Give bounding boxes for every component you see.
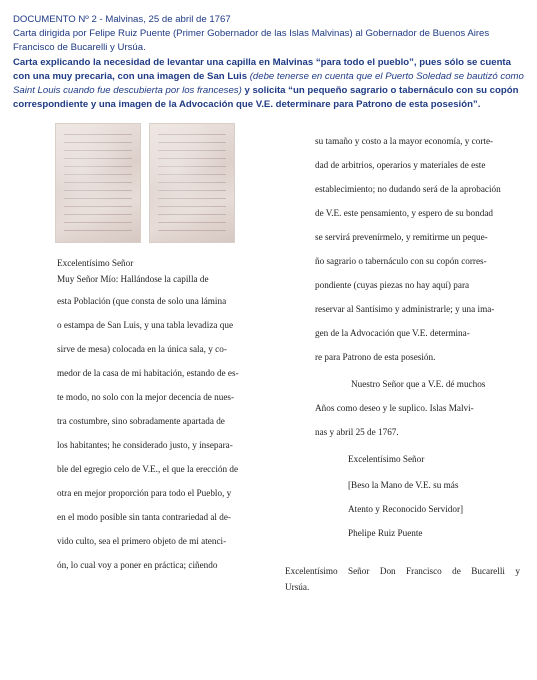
letter-line: esta Población (que consta de solo una lámina xyxy=(57,296,227,306)
addressee-line: Ursúa. xyxy=(285,582,310,592)
letter-line: establecimiento; no dudando será de la aprobación xyxy=(315,184,501,194)
letter-line: pondiente (cuyas piezas no hay aquí) para xyxy=(315,280,470,290)
addressee-word: Señor xyxy=(347,566,370,576)
document-header xyxy=(13,13,528,112)
letter-line: tra costumbre, sino sobradamente apartada de xyxy=(57,416,225,426)
letter-line: sirve de mesa) colocada en la única sala, y co- xyxy=(57,344,227,354)
letter-line: Atento y Reconocido Servidor] xyxy=(348,504,464,514)
letter-line: te modo, no solo con la mejor decencia de nues- xyxy=(57,392,235,402)
letter-line: Excelentísimo Señor xyxy=(348,454,425,464)
letter-line: o estampa de San Luis, y una tabla levadiza que xyxy=(57,320,234,330)
addressee-word: Francisco xyxy=(406,566,442,576)
letter-line: Nuestro Señor que a V.E. dé muchos xyxy=(351,379,486,389)
letter-line: gen de la Advocación que V.E. determina- xyxy=(315,328,470,338)
letter-line: dad de arbitrios, operarios y materiales de este xyxy=(315,160,486,170)
letter-line: re para Patrono de esta posesión. xyxy=(315,352,436,362)
addressee-word: Excelentísimo xyxy=(285,566,338,576)
addressee-line xyxy=(285,566,520,576)
letter-line: nas y abril 25 de 1767. xyxy=(315,427,399,437)
letter-line: Excelentísimo Señor xyxy=(57,258,134,268)
letter-line: medor de la casa de mi habitación, estando de es- xyxy=(57,368,239,378)
addressee-word: Bucarelli xyxy=(471,566,505,576)
letter-line: Muy Señor Mío: Hallándose la capilla de xyxy=(57,274,209,284)
letter-signature: Phelipe Ruiz Puente xyxy=(348,528,423,538)
letter-line: Años como deseo y le suplico. Islas Malvi- xyxy=(315,403,474,413)
letter-line: ble del egregio celo de V.E., el que la erección de xyxy=(57,464,239,474)
summary-text-1: Carta explicando la necesidad de levantar una capilla en Malvinas “para todo el pueblo”, pues sólo se cuenta con una muy precaria, con una imagen de San Luis xyxy=(13,56,511,82)
letter-line: ón, lo cual voy a poner en práctica; ciñendo xyxy=(57,560,218,570)
document-summary xyxy=(13,56,528,113)
letter-line: [Beso la Mano de V.E. su más xyxy=(348,480,459,490)
document-subtitle: Carta dirigida por Felipe Ruiz Puente (Primer Gobernador de las Islas Malvinas) al Gobernador de Buenos Aires Francisco de Bucarelli y Ursúa. xyxy=(13,28,490,54)
letter-line: de V.E. este pensamiento, y espero de su bondad xyxy=(315,208,494,218)
letter-line: vido culto, sea el primero objeto de mi atenci- xyxy=(57,536,227,546)
addressee-word: y xyxy=(515,566,520,576)
document-title: DOCUMENTO Nº 2 - Malvinas, 25 de abril de 1767 xyxy=(13,14,231,25)
letter-line: se servirá prevenírmelo, y remitirme un peque- xyxy=(315,232,488,242)
letter-photo-left xyxy=(55,123,141,243)
letter-line: otra en mejor proporción para todo el Pueblo, y xyxy=(57,488,232,498)
addressee-word: de xyxy=(452,566,461,576)
letter-line: ño sagrario o tabernáculo con su copón corres- xyxy=(315,256,487,266)
letter-line: los habitantes; he considerado justo, y insepara- xyxy=(57,440,233,450)
addressee-word: Don xyxy=(379,566,396,576)
letter-line: reservar al Santísimo y administrarle; y una ima- xyxy=(315,304,495,314)
summary-aside: (debe tenerse en cuenta que el Puerto Soledad se bautizó como Saint Louis cuando fue descubierta por los franceses) xyxy=(13,70,524,97)
letter-photo-right xyxy=(149,123,235,243)
summary-text-2: y solicita “un pequeño sagrario o tabernáculo con su copón correspondiente y una imagen de la Advocación que V.E. determinare para Patrono de esta posesión”. xyxy=(13,85,519,111)
letter-line: su tamaño y costo a la mayor economía, y corte- xyxy=(315,136,494,146)
letter-line: en el modo posible sin tanta contrariedad al de- xyxy=(57,512,231,522)
